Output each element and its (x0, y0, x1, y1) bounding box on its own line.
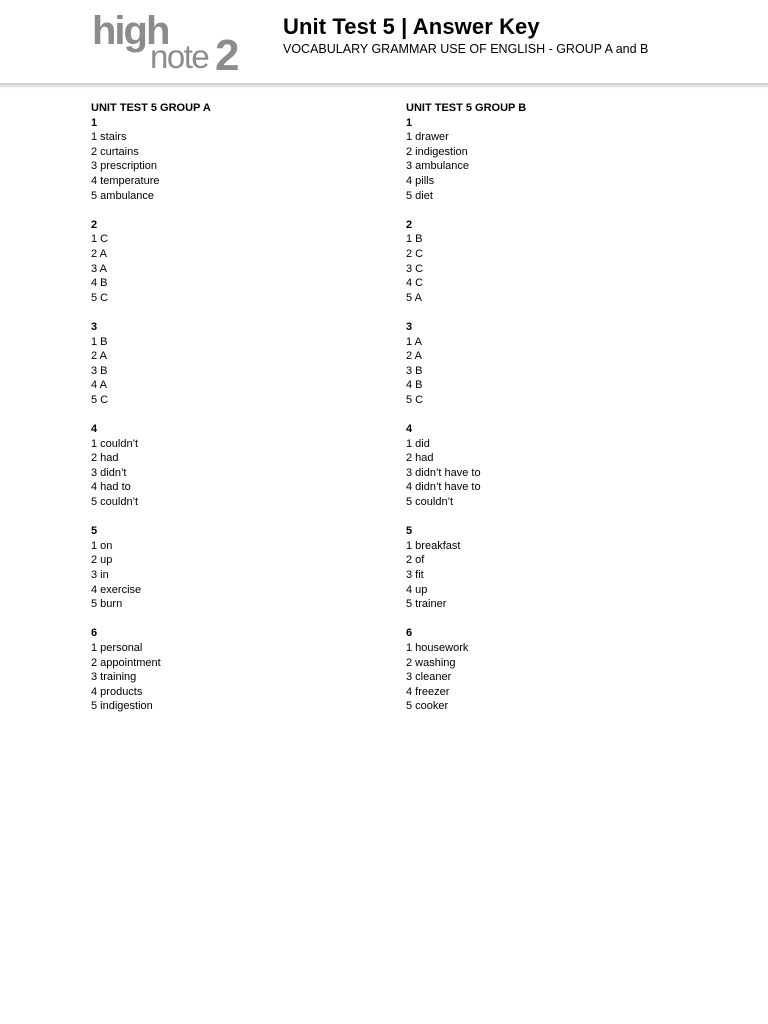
exercise-block (406, 116, 706, 204)
answer-item: 4 B (91, 277, 108, 290)
exercise-block (91, 320, 391, 408)
answer-item: 5 indigestion (91, 700, 153, 713)
answer-item: 4 freezer (406, 685, 450, 698)
exercise-number: 3 (91, 320, 98, 333)
logo-graphic (92, 10, 250, 76)
answer-item: 4 up (406, 583, 428, 596)
svg-text:note: note (150, 38, 209, 75)
exercise-block (406, 422, 706, 510)
answer-item: 5 couldn’t (406, 496, 454, 509)
answer-item: 2 of (406, 554, 425, 567)
svg-text:2: 2 (215, 31, 240, 76)
answer-item: 4 temperature (91, 174, 160, 187)
exercise-number: 4 (406, 423, 413, 436)
exercise-number: 5 (406, 525, 413, 538)
answer-item: 4 didn’t have to (406, 481, 481, 494)
answer-item: 1 on (91, 539, 113, 552)
exercise-number: 1 (406, 116, 413, 129)
exercise-block (91, 218, 391, 306)
group-b-title: UNIT TEST 5 GROUP B (406, 102, 527, 114)
answer-item: 2 had (406, 452, 434, 465)
exercise-block (406, 524, 706, 612)
answer-item: 1 housework (406, 641, 469, 654)
exercise-block (91, 524, 391, 612)
answer-item: 2 A (91, 247, 107, 260)
answer-item: 1 A (406, 335, 422, 348)
answer-item: 2 A (91, 350, 107, 363)
exercise-block (406, 626, 706, 714)
answer-item: 3 didn’t (91, 466, 127, 479)
answer-item: 3 fit (406, 569, 424, 581)
answer-item: 2 C (406, 247, 424, 260)
answer-item: 4 pills (406, 174, 435, 187)
answer-item: 1 personal (91, 641, 143, 654)
answer-item: 4 exercise (91, 583, 142, 596)
answer-item: 4 had to (91, 481, 131, 494)
exercise-number: 2 (406, 218, 413, 231)
answer-item: 3 C (406, 262, 424, 275)
answer-item: 5 trainer (406, 598, 447, 611)
answer-item: 5 cooker (406, 700, 449, 713)
group-a-title: UNIT TEST 5 GROUP A (91, 102, 211, 114)
answer-item: 3 B (91, 364, 108, 377)
answer-item: 3 training (91, 671, 137, 684)
answer-item: 2 indigestion (406, 145, 468, 158)
page-header (0, 0, 768, 90)
answer-item: 2 had (91, 452, 119, 465)
group-b-column (406, 101, 706, 729)
page-subtitle: VOCABULARY GRAMMAR USE OF ENGLISH - GROUP A and B (283, 42, 649, 56)
group-a-exercises (91, 116, 391, 714)
answer-item: 2 A (406, 350, 422, 363)
answer-item: 1 breakfast (406, 539, 461, 552)
answer-item: 3 cleaner (406, 671, 452, 684)
answer-item: 5 ambulance (91, 189, 154, 202)
exercise-number: 4 (91, 423, 98, 436)
exercise-number: 2 (91, 218, 98, 231)
exercise-block (91, 116, 391, 204)
exercise-block (406, 218, 706, 306)
answer-item: 1 B (91, 335, 108, 348)
answer-item: 2 appointment (91, 656, 161, 669)
answer-item: 5 C (406, 393, 424, 406)
answer-item: 3 in (91, 569, 109, 581)
answer-item: 3 prescription (91, 160, 158, 173)
answer-item: 2 washing (406, 656, 456, 669)
svg-text:high: high (92, 10, 169, 53)
answer-item: 4 C (406, 277, 424, 290)
answer-item: 2 curtains (91, 145, 139, 158)
exercise-block (91, 626, 391, 714)
answer-item: 3 ambulance (406, 160, 469, 173)
answer-item: 2 up (91, 554, 113, 567)
exercise-number: 5 (91, 525, 98, 538)
answer-item: 5 burn (91, 598, 123, 611)
answer-item: 3 B (406, 364, 423, 377)
answer-item: 1 couldn’t (91, 437, 139, 450)
header-divider (0, 83, 768, 89)
answer-item: 3 A (91, 262, 107, 275)
group-a-column (91, 101, 391, 729)
high-note-logo (92, 10, 250, 76)
exercise-block (91, 422, 391, 510)
answer-item: 4 products (91, 685, 143, 698)
answer-item: 3 didn’t have to (406, 466, 481, 479)
exercise-number: 6 (91, 627, 98, 640)
answer-item: 1 B (406, 233, 423, 246)
exercise-number: 6 (406, 627, 413, 640)
answer-item: 5 A (406, 291, 422, 304)
answer-item: 1 stairs (91, 131, 127, 144)
page-title: Unit Test 5 | Answer Key (283, 14, 540, 39)
answer-item: 5 C (91, 291, 109, 304)
group-b-exercises (406, 116, 706, 714)
exercise-number: 1 (91, 116, 98, 129)
answer-item: 4 A (91, 379, 107, 392)
exercise-number: 3 (406, 320, 413, 333)
answer-item: 5 diet (406, 189, 433, 202)
answer-item: 1 drawer (406, 131, 449, 144)
exercise-block (406, 320, 706, 408)
answer-item: 4 B (406, 379, 423, 392)
answer-item: 5 C (91, 393, 109, 406)
answer-item: 5 couldn’t (91, 496, 139, 509)
answer-item: 1 did (406, 437, 430, 450)
answer-item: 1 C (91, 233, 109, 246)
